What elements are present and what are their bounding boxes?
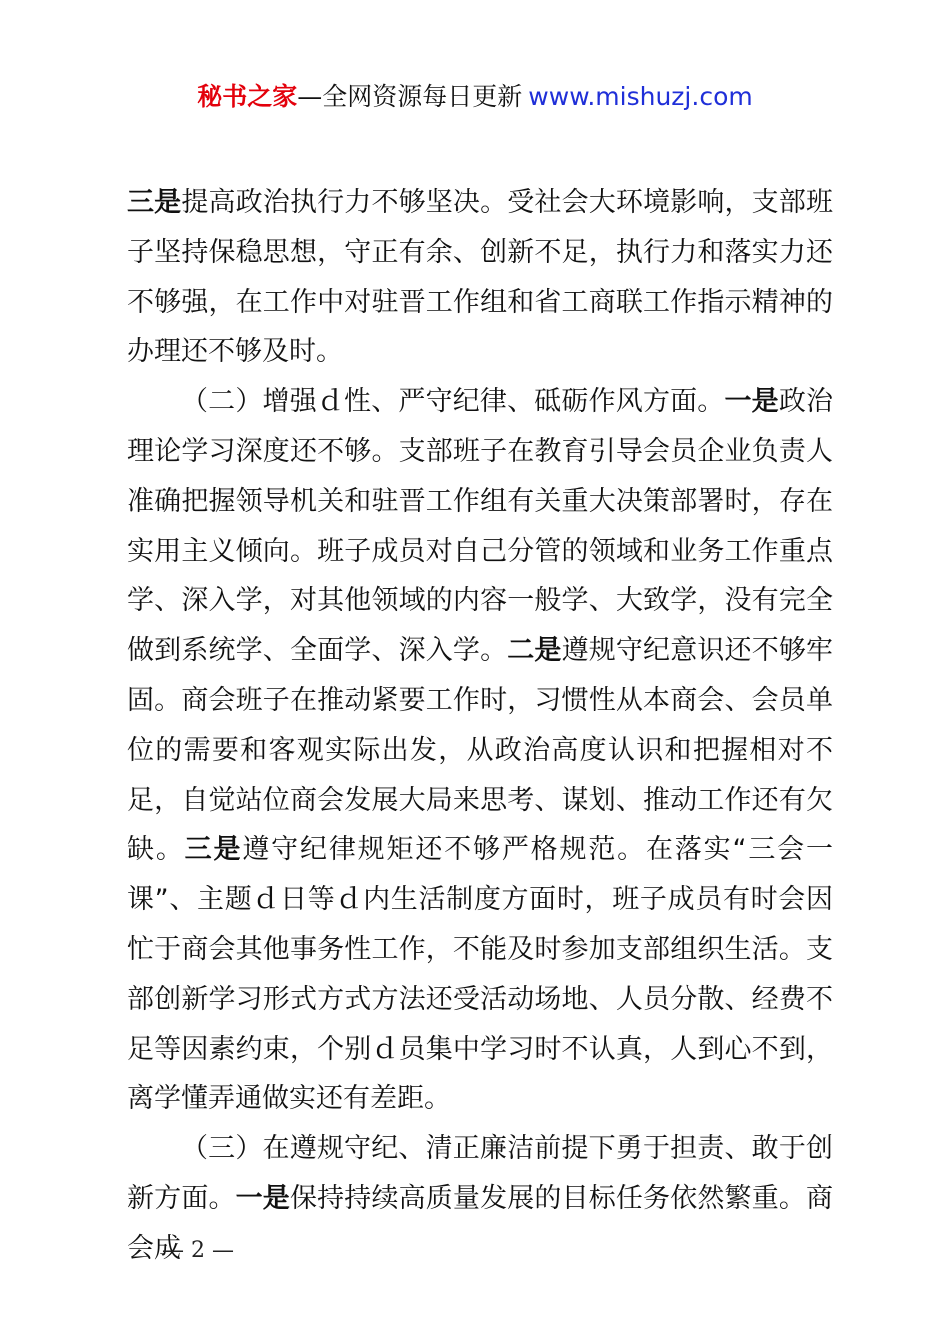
document-body — [127, 178, 833, 1274]
text-run: 保持持续高质量发展的目标任务依然繁重。商会成 — [127, 1182, 834, 1264]
emphasis-run: 三是 — [127, 187, 182, 218]
site-brand: 秘书之家 — [197, 82, 298, 111]
emphasis-run: 三是 — [184, 834, 243, 866]
paragraph-2 — [127, 377, 833, 1124]
text-run: 遵守纪律规矩还不够严格规范。在落实“三会一课”、主题ｄ日等ｄ内生活制度方面时，班子成员有时会因忙于商会其他事务性工作，不能及时参加支部组织生活。支部创新学习形式方式方法还受活动场地、人员分散、经费不足等因素约束，个别ｄ员集中学习时不认真，人到心不到，离学懂弄通做实还有差距。 — [127, 834, 833, 1115]
site-url-link[interactable]: www.mishuzj.com — [528, 82, 753, 111]
section-heading-run: （二）增强ｄ性、严守纪律、砥砺作风方面。 — [181, 386, 725, 418]
text-run: 遵规守纪意识还不够牢固。商会班子在推动紧要工作时，习惯性从本商会、会员单位的需要和客观实际出发，从政治高度认识和把握相对不足，自觉站位商会发展大局来思考、谋划、推动工作还有欠缺。 — [127, 635, 834, 866]
text-run: 提高政治执行力不够坚决。受社会大环境影响，支部班子坚持保稳思想，守正有余、创新不足，执行力和落实力还不够强，在工作中对驻晋工作组和省工商联工作指示精神的办理还不够及时。 — [127, 187, 834, 368]
site-tagline: —全网资源每日更新 — [297, 82, 523, 111]
paragraph-1 — [127, 178, 833, 377]
emphasis-run: 二是 — [507, 635, 562, 667]
site-header — [0, 80, 950, 114]
section-heading-run: （三）在遵规守纪、清正廉洁前提下勇于担责、敢于创新方面。 — [127, 1133, 833, 1214]
emphasis-run: 一是 — [724, 386, 779, 418]
page-number: — 2 — — [162, 1238, 234, 1263]
text-run: 政治理论学习深度还不够。支部班子在教育引导会员企业负责人准确把握领导机关和驻晋工作组有关重大决策部署时，存在实用主义倾向。班子成员对自己分管的领域和业务工作重点学、深入学，对其他领域的内容一般学、大致学，没有完全做到系统学、全面学、深入学。 — [127, 386, 834, 667]
emphasis-run: 一是 — [235, 1182, 290, 1214]
